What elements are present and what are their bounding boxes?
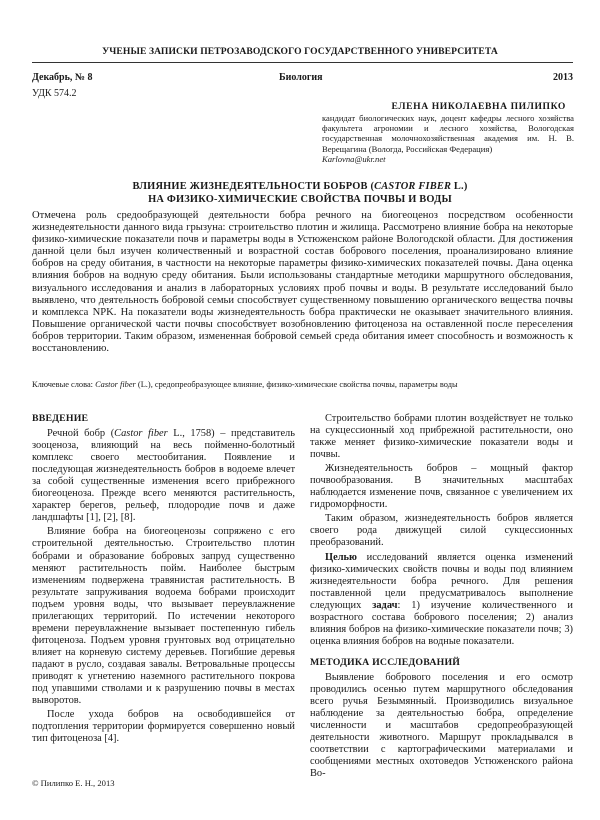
left-column bbox=[32, 413, 295, 745]
header-divider bbox=[32, 62, 573, 63]
paragraph: Жизнедеятельность бобров – мощный фактор почвообразования. В значительных масштабах наблюдается изменение почв, связанное с увеличением их гидроморфности. bbox=[310, 463, 573, 511]
title-line1-pre: ВЛИЯНИЕ ЖИЗНЕДЕЯТЕЛЬНОСТИ БОБРОВ ( bbox=[132, 181, 375, 192]
paragraph: Выявление бобрового поселения и его осмотр проводились осенью путем маршрутного обследования всего ручья Безымянный. Производились визуальное наблюдение за деятельностью бобра, определение численности и масштабов средопреобразующей деятельности животного. Маршрут прокладывался в соответствии с картографическими материалами и сообщениями местных охотоведов Устюженского района Во- bbox=[310, 671, 573, 780]
paragraph: После ухода бобров на освободившейся от подтопления территории формируется совершенно новый тип фитоценоза [4]. bbox=[32, 709, 295, 745]
section-heading-introduction: ВВЕДЕНИЕ bbox=[32, 413, 89, 424]
title-line1-post: L.) bbox=[451, 181, 468, 192]
title-line2: НА ФИЗИКО-ХИМИЧЕСКИЕ СВОЙСТВА ПОЧВЫ И ВОДЫ bbox=[148, 193, 452, 205]
abstract: Отмечена роль средообразующей деятельности бобра речного на биогеоценоз посредством особенности жизнедеятельности данного вида грызуна: строительство плотин и жилища. Рассмотрено влияние бобра на некоторые физико-химические показатели почв и параметры воды в Устюженском районе Вологодской области. Для достижения данной цели был изучен количественный и возрастной состав бобрового поселения, проанализировано влияние бобров на среду обитания, в частности на некоторые параметры физико-химических показателей почвы. Дана оценка влияния бобров на водную среду обитания. Были использованы стандартные методики маршрутного обследования, визуального исследования и анализ в лабораторных условиях проб почвы и воды. В результате исследований было выявлено, что деятельность бобровой семьи способствует существенному повышению органического вещества почвы и комплекса NPK. На показатели воды жизнедеятельность бобра практически не оказывает значительного влияния. Повышение органической части почвы способствует возобновлению фитоценоза на оставленной после переселения бобров территории. Таким образом, измененная бобровой семьей среда обитания имеет способность и возможность к восстановлению. bbox=[32, 210, 573, 355]
keywords bbox=[32, 380, 573, 389]
right-column bbox=[310, 413, 573, 780]
section-heading-methods: МЕТОДИКА ИССЛЕДОВАНИЙ bbox=[310, 656, 461, 668]
issue-number: Декабрь, № 8 bbox=[32, 72, 93, 83]
title-species: CASTOR FIBER bbox=[374, 181, 452, 192]
keywords-species: Castor fiber bbox=[95, 380, 136, 389]
paragraph: Таким образом, жизнедеятельность бобров является своего рода движущей силой сукцессионных преобразований. bbox=[310, 513, 573, 549]
paragraph: Влияние бобра на биогеоценозы сопряжено с его строительной деятельностью. Строительство плотин бобрами и образование бобровых запруд существенно меняют растительность пойм. Наиболее быстрым изменениям подвержена травянистая растительность. В результате запруживания водоема бобрами происходит подъем уровня воды, что вызывает переувлажнение прилегающих территорий. По истечении некоторого времени переувлажнение вызывает постепенную гибель фитоценоза. Подъем уровня грунтовых вод отрицательно влияет на корневую систему деревьев. Погибшие деревья падают в русло, создавая завалы. Ветровальные процессы приводят к угнетению наземного растительного покрова под упавшими стволами и к разрушению почвы в местах выворотов. bbox=[32, 526, 295, 707]
article-title bbox=[0, 181, 600, 206]
author-email[interactable]: Karlovna@ukr.net bbox=[322, 153, 386, 164]
copyright: © Пилипко Е. Н., 2013 bbox=[32, 778, 115, 788]
keywords-list: (L.), средопреобразующее влияние, физико-химические свойства почвы, параметры воды bbox=[135, 380, 458, 389]
author-affiliation bbox=[322, 113, 574, 164]
paragraph-aim: Целью исследований является оценка изменений физико-химических свойств почвы и воды под влиянием жизнедеятельности бобра речного. Для решения поставленной цели предусматривалось выполнение следующих задач: 1) изучение количественного и возрастного состава бобрового поселения; 2) анализ влияния бобров на физико-химические показатели почв; 3) оценка влияния бобров на водные показатели. bbox=[310, 551, 573, 647]
keywords-label: Ключевые слова: bbox=[32, 380, 96, 389]
section-name: Биология bbox=[279, 72, 323, 83]
udk-code: УДК 574.2 bbox=[32, 88, 77, 99]
journal-title: УЧЕНЫЕ ЗАПИСКИ ПЕТРОЗАВОДСКОГО ГОСУДАРСТВЕННОГО УНИВЕРСИТЕТА bbox=[102, 46, 498, 57]
issue-year: 2013 bbox=[553, 72, 573, 83]
paragraph: Речной бобр (Castor fiber L., 1758) – представитель зооценоза, влияющий на весь пойменно-болотный комплекс своего местообитания. Появление и последующая жизнедеятельность бобров в водоеме влечет за собой существенные изменения всего прибрежного биогеоценоза. Прежде всего меняются растительность, характер берегов, рельеф, плодородие почв и даже ландшафты [1], [2], [8]. bbox=[32, 428, 295, 524]
author-name: ЕЛЕНА НИКОЛАЕВНА ПИЛИПКО bbox=[391, 101, 566, 112]
affiliation-text: кандидат биологических наук, доцент кафедры лесного хозяйства факультета агрономии и лесного хозяйства, Вологодская государственная молочнохозяйственная академия им. Н. В. Верещагина (Вологда, Российская Федерация) bbox=[322, 113, 574, 154]
paragraph: Строительство бобрами плотин воздействует не только на сукцессионный ход прибрежной растительности, оно также меняет физико-химические показатели воды и почвы. bbox=[310, 413, 573, 461]
